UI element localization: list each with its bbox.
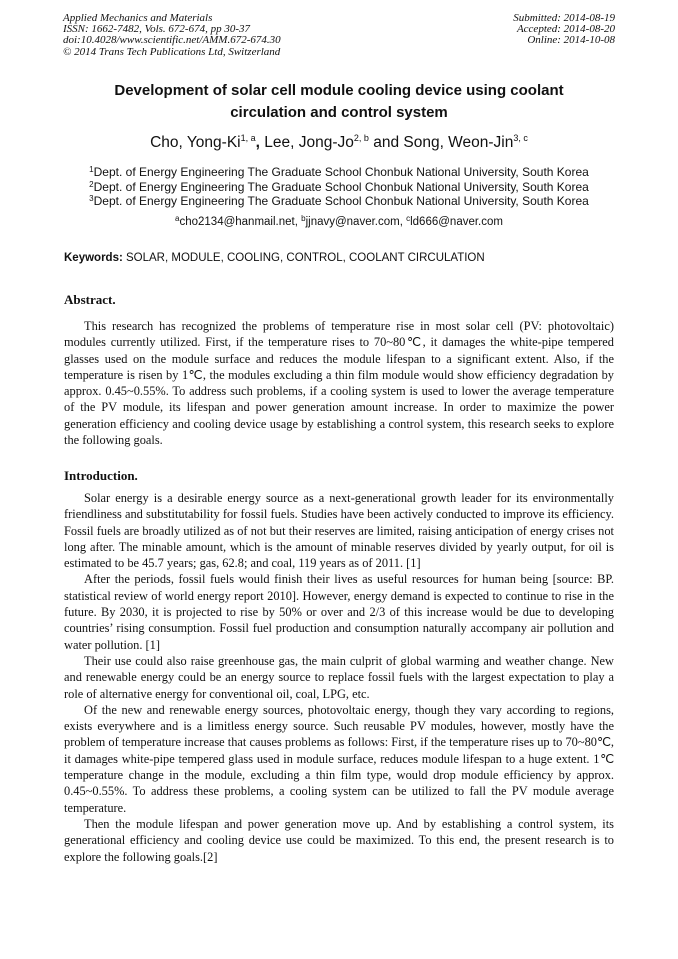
introduction-body bbox=[64, 490, 614, 865]
author-separator: , bbox=[255, 134, 265, 151]
email-b-sup: b bbox=[301, 214, 306, 223]
intro-paragraph-2: After the periods, fossil fuels would finish their lives as useful resources for human being [source: BP. statistical review of world energy report 2010]. However, energy demand is expected to continue to rise in the future. By 2030, it is projected to rise by 50% or over and 2/3 of this increase would be due to developing countries’ rising consumption. Fossil fuel production and consumption naturally accompany air pollution and water pollution. [1] bbox=[64, 572, 614, 652]
publication-dates bbox=[513, 13, 615, 47]
email-c: ld666@naver.com bbox=[410, 216, 503, 228]
keywords-label: Keywords: bbox=[64, 252, 123, 264]
affiliation-3 bbox=[64, 194, 614, 209]
journal-name: Applied Mechanics and Materials bbox=[63, 12, 213, 24]
journal-doi: doi:10.4028/www.scientific.net/AMM.672-674.30 bbox=[63, 34, 281, 47]
journal-copyright: © 2014 Trans Tech Publications Ltd, Switzerland bbox=[63, 45, 281, 58]
intro-paragraph-4: Of the new and renewable energy sources, photovoltaic energy, though they vary according to regions, exists everywhere and is a limitless energy source. Such reusable PV modules, however, mostly have the problem of temperature increase that causes problems as follows: First, if the temperature rises up to 70~80℃, it damages white-pipe tempered glass used in module surface, reduces module lifespan to a huge extent. 1℃ temperature change in the module, excluding a thin film type, would drop module efficiency by approx. 0.45~0.55%. To address these problems, a cooling system can be utilized to fall the PV module average temperature. bbox=[64, 702, 614, 815]
author-1-name: Cho, Yong-Ki bbox=[150, 134, 241, 151]
accepted-date: Accepted: 2014-08-20 bbox=[516, 23, 615, 36]
author-list bbox=[64, 133, 614, 153]
affiliation-1-num: 1 bbox=[89, 165, 94, 174]
author-2-sup: 2, b bbox=[353, 133, 369, 143]
author-2-name: Lee, Jong-Jo bbox=[264, 134, 354, 151]
journal-info bbox=[63, 13, 281, 58]
affiliation-3-text: Dept. of Energy Engineering The Graduate School Chonbuk National University, South Korea bbox=[93, 194, 589, 209]
email-b: jjnavy@naver.com, bbox=[305, 216, 407, 228]
online-date: Online: 2014-10-08 bbox=[527, 34, 615, 47]
intro-paragraph-3: Their use could also raise greenhouse gas, the main culprit of global warming and weather change. New and renewable energy could be an energy source to replace fossil fuels with the largest expectation to play a role of alternative energy for conventional oil, coal, LPG, etc. bbox=[64, 653, 614, 701]
keywords-text: SOLAR, MODULE, COOLING, CONTROL, COOLANT CIRCULATION bbox=[122, 252, 485, 264]
email-a: cho2134@hanmail.net, bbox=[179, 216, 302, 228]
affiliation-2-text: Dept. of Energy Engineering The Graduate School Chonbuk National University, South Korea bbox=[93, 179, 589, 194]
author-emails bbox=[64, 215, 614, 229]
paper-title bbox=[64, 80, 614, 124]
title-line-2: circulation and control system bbox=[230, 104, 448, 121]
email-c-sup: c bbox=[406, 214, 411, 223]
abstract-heading: Abstract. bbox=[64, 292, 116, 307]
affiliation-3-num: 3 bbox=[89, 194, 94, 204]
submitted-date: Submitted: 2014-08-19 bbox=[513, 12, 615, 24]
email-a-sup: a bbox=[175, 214, 180, 223]
keywords bbox=[64, 251, 614, 265]
intro-paragraph-5: Then the module lifespan and power generation move up. And by establishing a control system, its generational efficiency and cooling device use could be maximized. To this end, the present research is to explore the following goals.[2] bbox=[64, 816, 614, 864]
author-3-name: Song, Weon-Jin bbox=[403, 134, 514, 151]
abstract-body bbox=[64, 318, 614, 448]
affiliation-2 bbox=[64, 180, 614, 195]
author-and: and bbox=[368, 134, 404, 151]
abstract-paragraph: This research has recognized the problems of temperature rise in most solar cell (PV: photovoltaic) modules currently utilized. First, if the temperature rises to 70~80℃, it damages the white-pipe tempered glasses used on the module surface and reduces the module lifespan to a significant extent. Also, if the temperature is risen by 1℃, the modules excluding a thin film module would show efficiency degradation by approx. 0.45~0.55%. To address such problems, if a cooling system is used to lower the average temperature of the PV module, its lifespan and power generation amount increase. In order to maximize the power generation efficiency and cooling device usage by establishing a control system, this research seeks to explore the following goals. bbox=[64, 319, 614, 448]
introduction-heading: Introduction. bbox=[64, 468, 138, 483]
affiliation-1 bbox=[64, 165, 614, 180]
intro-paragraph-1: Solar energy is a desirable energy source as a next-generational growth leader for its environmentally friendliness and substitutability for fossil fuels. Studies have been actively conducted to improve its efficiency. Fossil fuels are broadly utilized as of not but their reserves are limited, raising anticipation of energy crises not long after. The minable amount, which is the amount of minable reserves divided by yearly output, for oil is estimated to be 45.7 years; gas, 62.8; and coal, 119 years as of 2011. [1] bbox=[64, 491, 614, 571]
affiliation-2-num: 2 bbox=[89, 179, 94, 189]
title-line-1: Development of solar cell module cooling device using coolant bbox=[114, 82, 564, 99]
affiliations bbox=[64, 165, 614, 209]
journal-issn: ISSN: 1662-7482, Vols. 672-674, pp 30-37 bbox=[63, 23, 250, 36]
affiliation-1-text: Dept. of Energy Engineering The Graduate School Chonbuk National University, South Korea bbox=[93, 165, 589, 179]
author-1-sup: 1, a bbox=[240, 133, 256, 143]
author-3-sup: 3, c bbox=[513, 133, 528, 143]
